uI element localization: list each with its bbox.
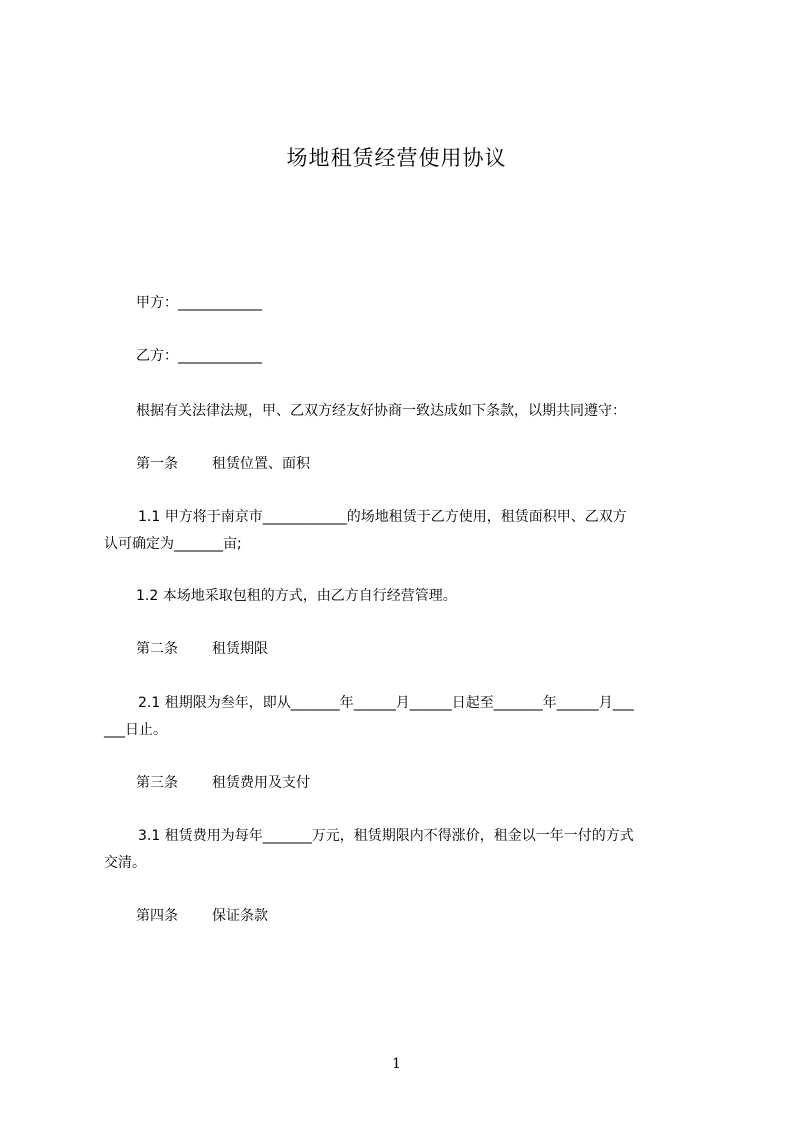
article-4-number: 第四条 <box>136 908 178 924</box>
clause-3-1-line-2: 交清。 <box>104 855 146 871</box>
article-3-heading <box>136 772 310 792</box>
party-b-line: 乙方：____________ <box>136 348 262 364</box>
article-4-title: 保证条款 <box>212 908 268 924</box>
clause-2-1-line-2: ___日止。 <box>104 722 167 738</box>
clause-1-1-line-1: 1.1 甲方将于南京市____________的场地租赁于乙方使用，租赁面积甲、乙双方 <box>138 509 627 525</box>
article-3-title: 租赁费用及支付 <box>212 775 310 791</box>
party-a-line: 甲方：____________ <box>136 295 262 311</box>
article-3-number: 第三条 <box>136 775 178 791</box>
clause-3-1-line-1: 3.1 租赁费用为每年_______万元，租赁期限内不得涨价，租金以一年一付的方式 <box>138 828 634 844</box>
article-2-title: 租赁期限 <box>212 641 268 657</box>
article-4-heading <box>136 905 268 925</box>
clause-1-2: 1.2 本场地采取包租的方式，由乙方自行经营管理。 <box>136 588 457 604</box>
article-2-heading <box>136 638 268 658</box>
article-1-number: 第一条 <box>136 456 178 472</box>
page-number: 1 <box>392 1056 401 1072</box>
article-1-title: 租赁位置、面积 <box>212 456 310 472</box>
clause-1-1-line-2: 认可确定为_______亩; <box>104 536 242 552</box>
document-title: 场地租赁经营使用协议 <box>286 146 507 170</box>
clause-2-1-line-1: 2.1 租期限为叁年，即从_______年______月______日起至_______年______月___ <box>138 695 634 711</box>
article-2-number: 第二条 <box>136 641 178 657</box>
intro-paragraph: 根据有关法律法规，甲、乙双方经友好协商一致达成如下条款，以期共同遵守： <box>136 403 626 419</box>
article-1-heading <box>136 453 310 473</box>
